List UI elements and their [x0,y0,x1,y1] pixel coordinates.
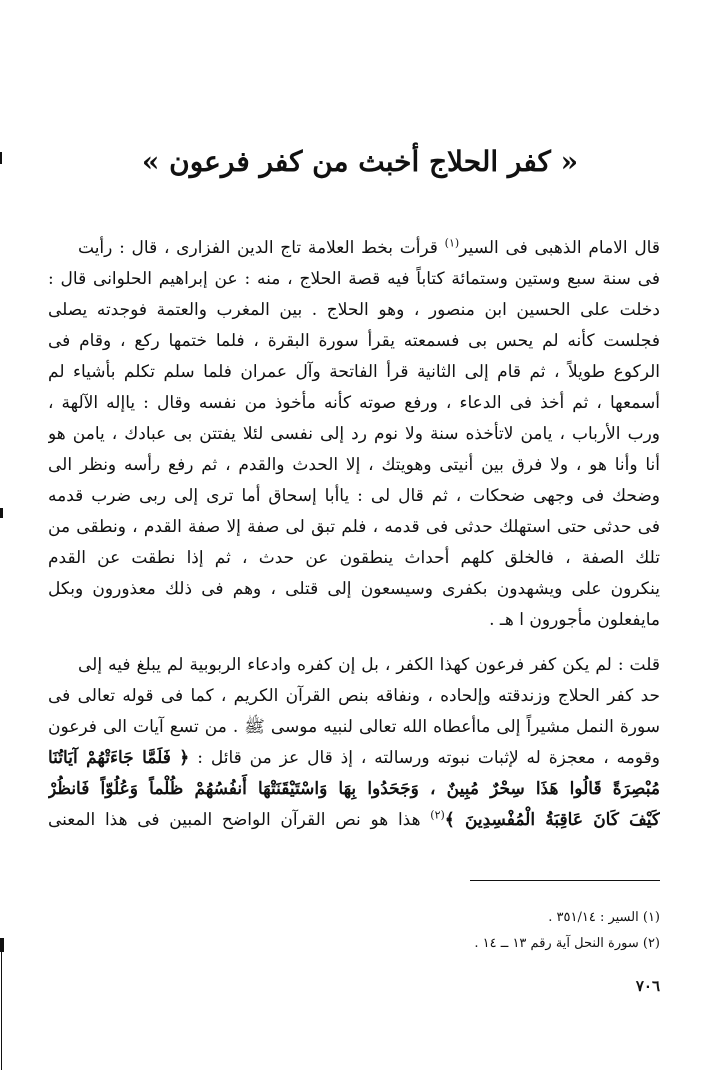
paragraph-1-line-2: فى سنة سبع وستين وستمائة كتاباً فيه قصة الحلاج ، منه : عن إبراهيم الحلوانى قال : [48,269,660,289]
paragraph-1-line-13: مايفعلون مأجورون ا هـ . [489,610,660,630]
paragraph-2-line-4: وقومه ، معجزة له لإثبات نبوته ورسالته ، إذ قال عز من قائل : ﴿ فَلَمَّا جَاءَتْهُمْ آيَاتُنَا [48,748,660,768]
footnote-ref-2: (٢) [430,808,445,822]
paragraph-1-line-4: فجلست كأنه لم يحس بى فسمعته يقرأ سورة البقرة ، فلما ختمها ركع ، وقام فى [48,331,660,351]
paragraph-1-line-5: الركوع طويلاً ، ثم قام إلى الثانية قرأ الفاتحة وآل عمران فلما سلم تكلم بأشياء لم [48,362,660,382]
paragraph-1-line-1: قال الامام الذهبى فى السير$^{(١)}$ قرأت بخط العلامة تاج الدين الفزارى ، قال : رأيت [78,236,660,258]
footnote-ref-1: (١) [444,236,460,250]
paragraph-2-line-2: حد كفر الحلاج وزندقته وإلحاده ، ونفاقه بنص القرآن الكريم ، كما فى قوله تعالى فى [48,686,660,706]
paragraph-1-line-9: وضحك فى وجهى ضحكات ، ثم قال لى : ياأبا إسحاق أما ترى إلى ربى ضرب قدمه [48,486,660,506]
left-edge-mark-top [0,152,2,164]
footnote-1: (١) السير : ٣٥١/١٤ . [548,910,660,925]
left-edge-mark-bottom [0,938,4,952]
paragraph-2-line-6: كَيْفَ كَانَ عَاقِبَةُ الْمُفْسِدِينَ ﴾$^{(٢)}$ هذا هو نص القرآن الواضح المبين فى هذا المعنى [48,808,660,830]
paragraph-1-line-8: أنا وأنا هو ، ولا فرق بين أنيتى وهويتك ، إلا الحدث والقدم ، ثم رفع رأسه ونظر الى [48,455,660,475]
quran-verse-end: كَيْفَ كَانَ عَاقِبَةُ الْمُفْسِدِينَ ﴾ [444,810,660,830]
paragraph-2-line-1: قلت : لم يكن كفر فرعون كهذا الكفر ، بل إن كفره وادعاء الربوبية لم يبلغ فيه إلى [78,655,660,675]
paragraph-2-line-3: سورة النمل مشيراً إلى ماأعطاه الله تعالى لنبيه موسى ﷺ . من تسع آيات الى فرعون [48,717,660,737]
paragraph-1-line-12: ينكرون على ويشهدون بكفرى وسيسعون إلى قتلى ، وهم فى ذلك معذورون وبكل [48,579,660,599]
left-edge-line [1,952,2,1070]
quran-verse-start: ﴿ فَلَمَّا جَاءَتْهُمْ آيَاتُنَا [48,748,190,768]
footnote-2: (٢) سورة النحل آية رقم ١٣ ــ ١٤ . [474,936,660,951]
paragraph-1-line-6: أسمعها ، ثم أخذ فى الدعاء ، ورفع صوته كأنه مأخوذ من نفسه وقال : ياإله الآلهة ، [48,393,660,413]
paragraph-1-line-3: دخلت على الحسين ابن منصور ، وهو الحلاج . بين المغرب والعتمة فوجدته يصلى [48,300,660,320]
paragraph-1-line-10: فى حدثى حتى استهلك حدثى فى قدمه ، فلم تبق لى صفة إلا صفة القدم ، ونطقى من [48,517,660,537]
left-edge-mark-middle [0,508,3,518]
footnote-separator [470,880,660,881]
paragraph-1-line-7: ورب الأرباب ، يامن لاتأخذه سنة ولا نوم رد إلى نفسى لئلا يفتتن بى عبادك ، يامن هو [48,424,660,444]
paragraph-1-line-11: تلك الصفة ، فالخلق كلهم أحداث ينطقون عن حدث ، ثم إذا نطقت عن القدم [48,548,660,568]
page-number: ٧٠٦ [635,977,660,995]
paragraph-2-line-5-quran-verse: مُبْصِرَةً قَالُوا هَذَا سِحْرٌ مُبِينٌ ، وَجَحَدُوا بِهَا وَاسْتَيْقَنَتْهَا أَنفُسُهُمْ ظُلْماً وَعُلُوّاً فَانظُرْ [48,779,660,799]
page-title: « كفر الحلاج أخبث من كفر فرعون » [141,145,579,178]
